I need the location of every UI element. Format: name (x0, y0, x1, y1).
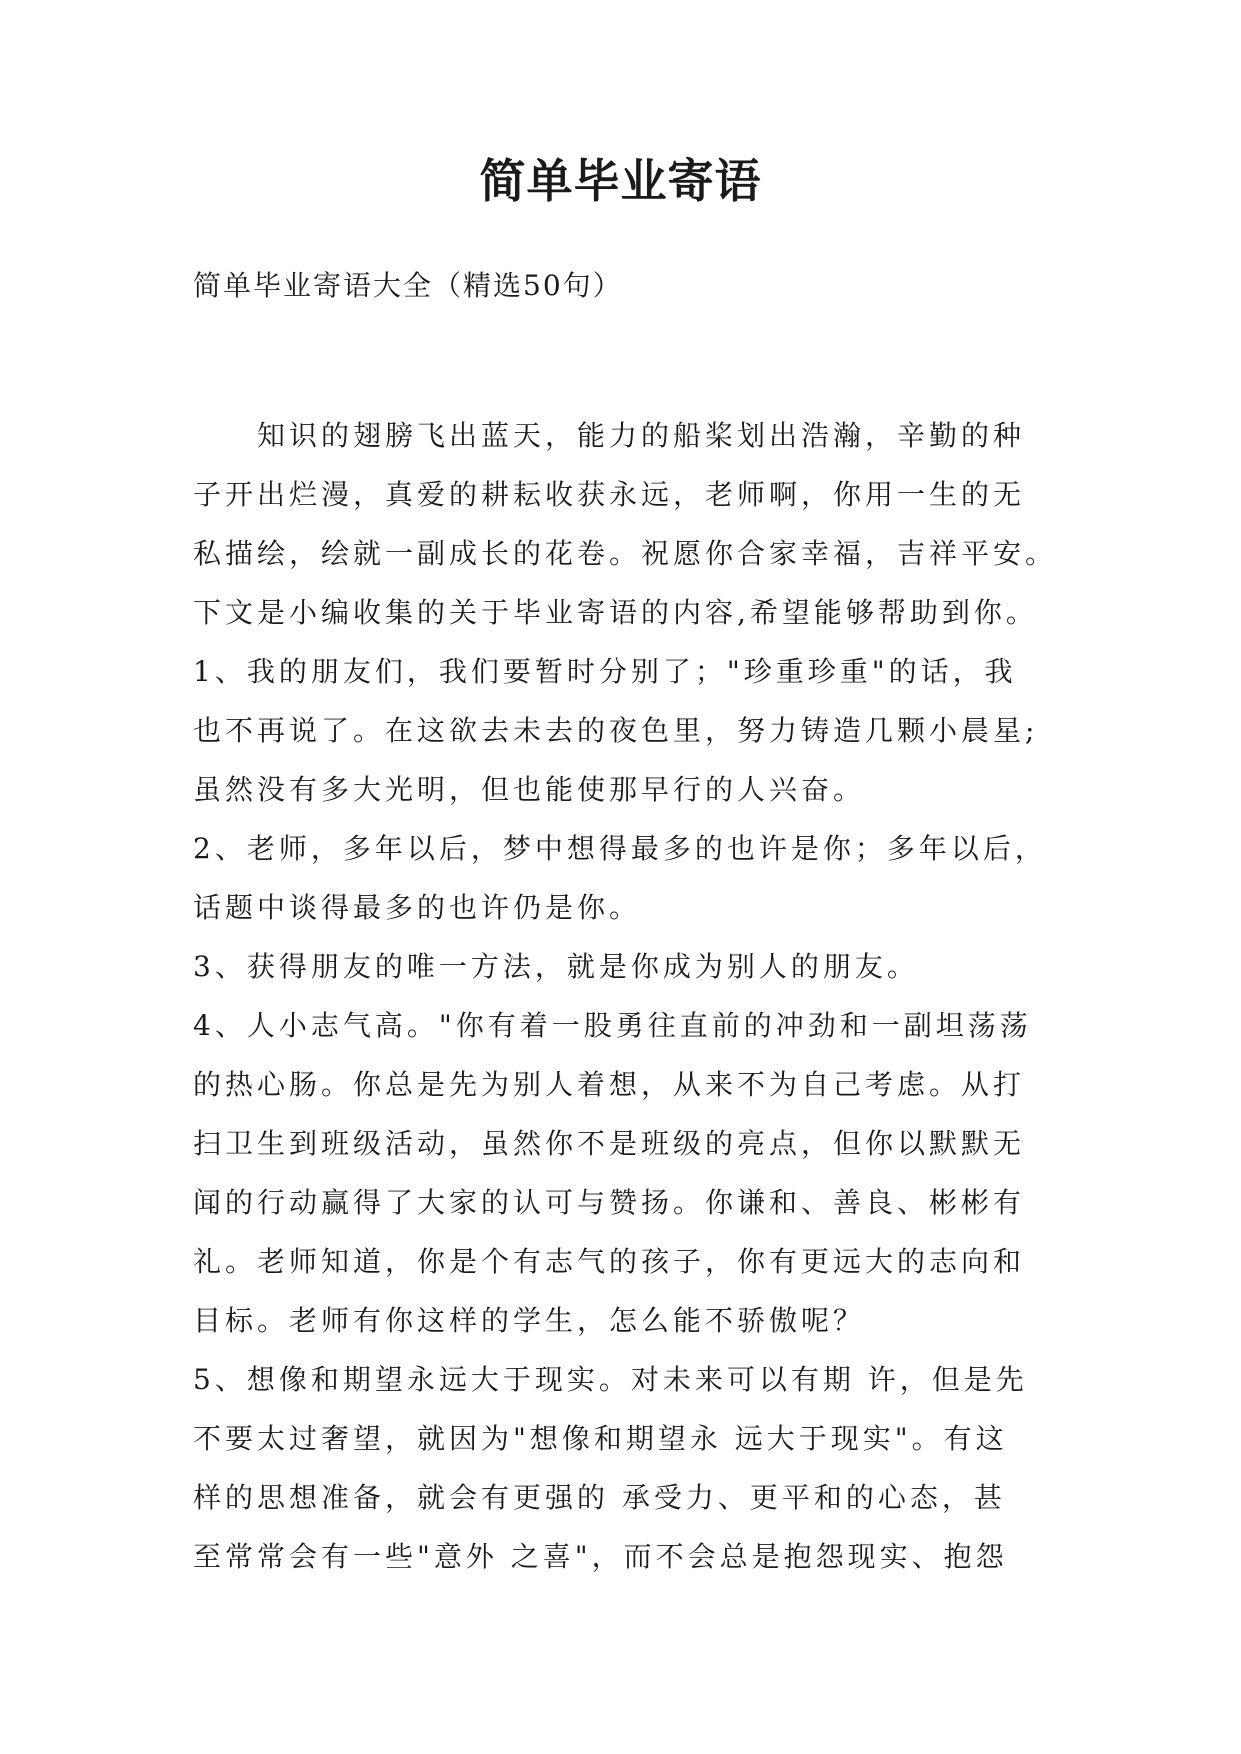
body-line: 礼。老师知道，你是个有志气的孩子，你有更远大的志向和 (193, 1245, 1026, 1278)
body-line: 扫卫生到班级活动，虽然你不是班级的亮点，但你以默默无 (193, 1127, 1026, 1160)
body-line: 5、想像和期望永远大于现实。对未来可以有期 许，但是先 (193, 1363, 1028, 1396)
body-line: 2、老师，多年以后，梦中想得最多的也许是你；多年以后， (193, 832, 1047, 865)
body-line: 虽然没有多大光明，但也能使那早行的人兴奋。 (193, 773, 866, 806)
body-line: 3、获得朋友的唯一方法，就是你成为别人的朋友。 (193, 950, 919, 983)
body-line: 子开出烂漫，真爱的耕耘收获永远，老师啊，你用一生的无 (193, 478, 1026, 511)
body-line: 下文是小编收集的关于毕业寄语的内容,希望能够帮助到你。 (193, 596, 1038, 629)
body-line: 闻的行动赢得了大家的认可与赞扬。你谦和、善良、彬彬有 (193, 1186, 1026, 1219)
body-line: 私描绘，绘就一副成长的花卷。祝愿你合家幸福，吉祥平安。 (193, 537, 1058, 570)
body-line: 话题中谈得最多的也许仍是你。 (193, 891, 642, 924)
body-line: 1、我的朋友们，我们要暂时分别了；"珍重珍重"的话，我 (193, 655, 1017, 688)
body-line: 目标。老师有你这样的学生，怎么能不骄傲呢？ (193, 1304, 866, 1337)
body-line: 也不再说了。在这欲去未去的夜色里，努力铸造几颗小晨星; (193, 714, 1039, 747)
body-line: 不要太过奢望，就因为"想像和期望永 远大于现实"。有这 (193, 1422, 1008, 1455)
body-line: 4、人小志气高。"你有着一股勇往直前的冲劲和一副坦荡荡 (193, 1009, 1032, 1042)
document-body (193, 406, 1073, 1586)
document-subtitle: 简单毕业寄语大全（精选50句） (193, 269, 623, 302)
body-line: 知识的翅膀飞出蓝天，能力的船桨划出浩瀚，辛勤的种 (193, 419, 1026, 452)
body-line: 的热心肠。你总是先为别人着想，从来不为自己考虑。从打 (193, 1068, 1026, 1101)
document-title: 简单毕业寄语 (479, 154, 762, 208)
body-line: 至常常会有一些"意外 之喜"，而不会总是抱怨现实、抱怨 (193, 1540, 1008, 1573)
body-line: 样的思想准备，就会有更强的 承受力、更平和的心态，甚 (193, 1481, 1006, 1514)
